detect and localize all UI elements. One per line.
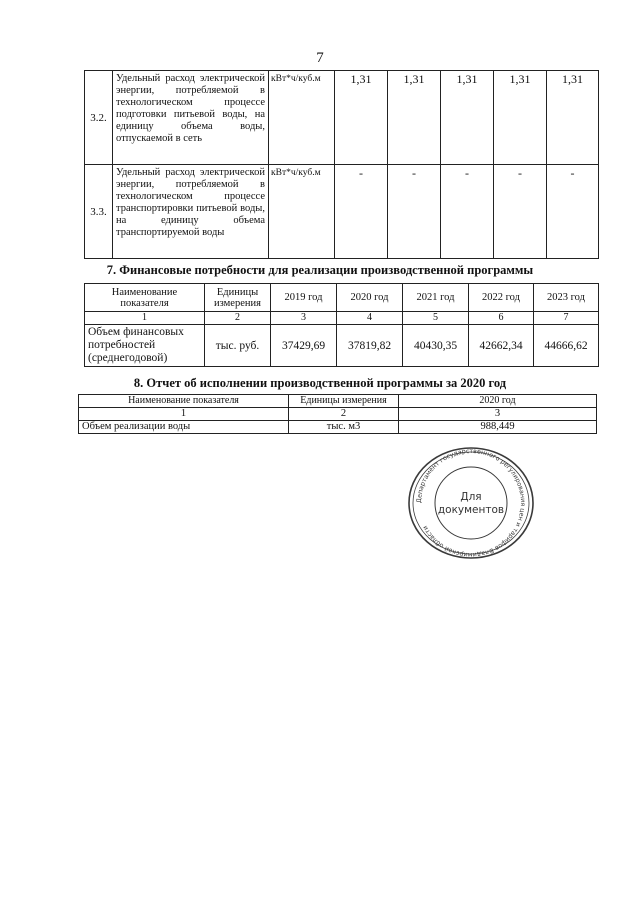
index-cell: 5: [403, 312, 469, 325]
row-unit: тыс. руб.: [205, 325, 271, 367]
index-cell: 1: [85, 312, 205, 325]
header-cell: 2023 год: [534, 284, 599, 312]
table-row: [79, 421, 597, 434]
column-index-row: [85, 312, 599, 325]
section-7-title: 7. Финансовые потребности для реализации производственной программы: [106, 263, 534, 277]
value-cell: -: [547, 165, 599, 259]
value-cell: 1,31: [335, 71, 388, 165]
value-cell: -: [494, 165, 547, 259]
table-row: [85, 165, 599, 259]
indicators-table-continuation: [84, 70, 599, 259]
stamp-center-line-1: Для: [460, 491, 482, 503]
header-cell: Единицы измерения: [289, 395, 399, 408]
index-cell: 3: [271, 312, 337, 325]
value-cell: 988,449: [399, 421, 597, 434]
value-cell: 1,31: [547, 71, 599, 165]
index-cell: 3: [399, 408, 597, 421]
header-cell: 2022 год: [469, 284, 534, 312]
table-row: [85, 325, 599, 367]
header-cell: 2020 год: [337, 284, 403, 312]
value-cell: 1,31: [494, 71, 547, 165]
value-cell: 1,31: [388, 71, 441, 165]
row-number: 3.3.: [85, 165, 113, 259]
section-8-title: 8. Отчет об исполнении производственной программы за 2020 год: [133, 376, 507, 390]
header-cell: Единицы измерения: [205, 284, 271, 312]
row-unit: кВт*ч/куб.м: [269, 165, 335, 259]
stamp-outer-ring: [409, 448, 533, 558]
value-cell: 44666,62: [534, 325, 599, 367]
stamp-center-line-2: документов: [437, 504, 505, 516]
table-header-row: [79, 395, 597, 408]
value-cell: 1,31: [441, 71, 494, 165]
program-report-table: [78, 394, 597, 434]
stamp-ring-text: Департамент государственного регулирования цен и тарифов Владимирской области: [415, 447, 527, 559]
row-unit: кВт*ч/куб.м: [269, 71, 335, 165]
financial-needs-table: [84, 283, 599, 367]
index-cell: 2: [289, 408, 399, 421]
table-row: [85, 71, 599, 165]
value-cell: -: [441, 165, 494, 259]
header-cell: 2019 год: [271, 284, 337, 312]
value-cell: 37819,82: [337, 325, 403, 367]
table-header-row: [85, 284, 599, 312]
value-cell: -: [335, 165, 388, 259]
header-cell: Наименование показателя: [85, 284, 205, 312]
row-number: 3.2.: [85, 71, 113, 165]
value-cell: 40430,35: [403, 325, 469, 367]
row-label: Объем реализации воды: [79, 421, 289, 434]
index-cell: 4: [337, 312, 403, 325]
header-cell: 2021 год: [403, 284, 469, 312]
page-number: 7: [316, 50, 324, 66]
index-cell: 1: [79, 408, 289, 421]
value-cell: 42662,34: [469, 325, 534, 367]
column-index-row: [79, 408, 597, 421]
row-label: Объем финансовых потребностей (среднегодовой): [85, 325, 205, 367]
index-cell: 6: [469, 312, 534, 325]
header-cell: 2020 год: [399, 395, 597, 408]
value-cell: 37429,69: [271, 325, 337, 367]
header-cell: Наименование показателя: [79, 395, 289, 408]
index-cell: 7: [534, 312, 599, 325]
index-cell: 2: [205, 312, 271, 325]
official-stamp: [406, 445, 536, 561]
value-cell: -: [388, 165, 441, 259]
row-unit: тыс. м3: [289, 421, 399, 434]
row-description: Удельный расход электрической энергии, потребляемой в технологическом процессе подготовки питьевой воды, на единицу объема воды, отпускаемой в сеть: [113, 71, 269, 165]
stamp-inner-ring: [435, 467, 507, 539]
row-description: Удельный расход электрической энергии, потребляемой в технологическом процессе транспортировки питьевой воды, на единицу объема транспортируемой воды: [113, 165, 269, 259]
